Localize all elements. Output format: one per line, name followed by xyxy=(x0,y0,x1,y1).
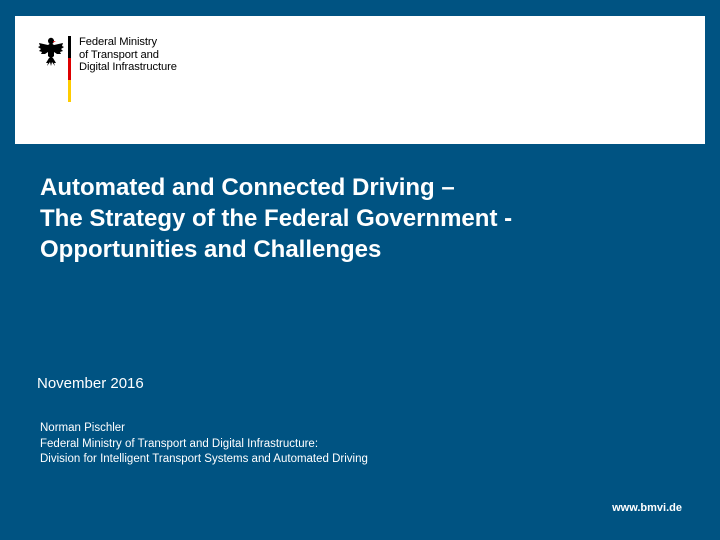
flag-stripe-gold xyxy=(68,80,71,102)
presentation-date: November 2016 xyxy=(37,375,144,392)
title-line-1: Automated and Connected Driving – xyxy=(40,174,455,201)
slide-title xyxy=(40,172,680,265)
flag-stripe-red xyxy=(68,58,71,80)
title-line-3: Opportunities and Challenges xyxy=(40,236,382,263)
federal-eagle-icon xyxy=(38,36,64,68)
ministry-name xyxy=(79,36,177,74)
presenter-division: Division for Intelligent Transport Systems and Automated Driving xyxy=(40,453,368,465)
flag-stripe-black xyxy=(68,36,71,58)
website-link[interactable]: www.bmvi.de xyxy=(612,502,682,514)
ministry-line-2: of Transport and xyxy=(79,48,159,61)
ministry-line-1: Federal Ministry xyxy=(79,36,157,48)
ministry-line-3: Digital Infrastructure xyxy=(79,61,177,73)
presenter-info xyxy=(40,421,368,468)
presenter-name: Norman Pischler xyxy=(40,422,125,434)
title-line-2: The Strategy of the Federal Government - xyxy=(40,205,513,232)
german-flag-bar xyxy=(68,36,71,102)
presenter-organization: Federal Ministry of Transport and Digital Infrastructure: xyxy=(40,437,319,450)
header-panel xyxy=(15,16,705,144)
